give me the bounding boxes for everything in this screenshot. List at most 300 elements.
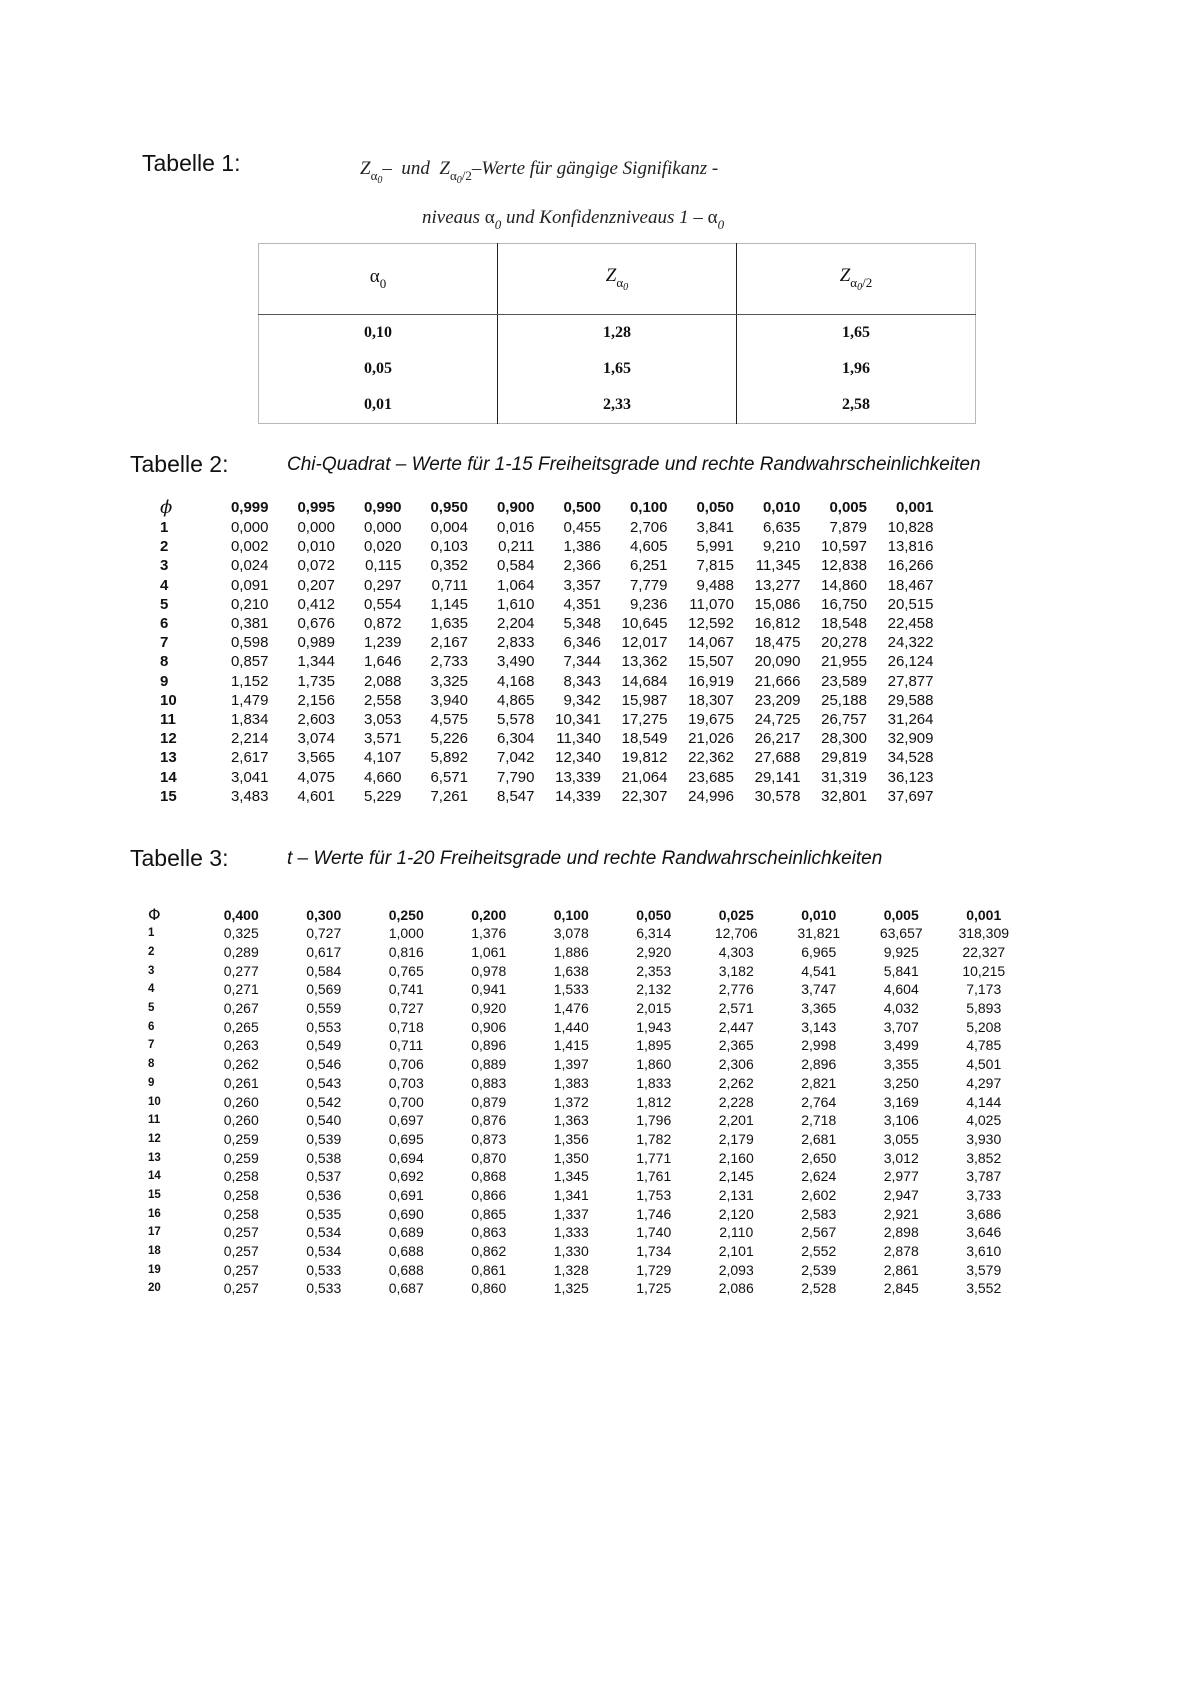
table-cell: 1,325 xyxy=(553,1280,589,1297)
table-cell: 6,251 xyxy=(629,557,668,575)
table-cell: 3,078 xyxy=(553,925,589,942)
table-cell: 1,533 xyxy=(553,981,589,998)
table-cell: 2,528 xyxy=(801,1280,837,1297)
table-cell: 1,152 xyxy=(230,672,269,690)
table-cell: 1,735 xyxy=(297,672,335,690)
table3-label: Tabelle 3: xyxy=(130,845,229,871)
table-cell: 10,645 xyxy=(621,615,668,633)
degrees-of-freedom: 8 xyxy=(148,1058,155,1071)
column-header: 0,900 xyxy=(496,499,535,516)
table-cell: 1,344 xyxy=(297,653,335,671)
table-cell: 12,340 xyxy=(555,749,601,767)
table-cell: 2,353 xyxy=(636,962,672,979)
table-cell: 7,790 xyxy=(496,768,535,786)
table-cell: 0,016 xyxy=(496,519,535,537)
table1-z-values xyxy=(258,243,976,424)
table-cell: 1,833 xyxy=(636,1074,672,1091)
table-row xyxy=(160,767,934,786)
table-cell: 0,533 xyxy=(306,1261,342,1278)
table-cell: 7,879 xyxy=(829,519,867,537)
column-header: 0,005 xyxy=(829,499,867,516)
table-row xyxy=(148,1223,1025,1242)
table-cell: 2,998 xyxy=(801,1037,837,1054)
table-cell: 18,467 xyxy=(887,576,934,594)
column-header: 0,200 xyxy=(471,906,507,923)
table-cell: 0,258 xyxy=(223,1205,259,1222)
table-row xyxy=(148,1111,1025,1130)
column-header: 0,025 xyxy=(718,906,754,923)
table-cell: 9,236 xyxy=(629,595,668,613)
table-cell: 1,383 xyxy=(553,1074,589,1091)
table-cell: 7,173 xyxy=(966,981,1002,998)
table-row xyxy=(160,748,934,767)
degrees-of-freedom: 3 xyxy=(160,557,169,575)
table-cell: 3,355 xyxy=(883,1056,919,1073)
table-cell: 0,261 xyxy=(223,1074,259,1091)
table-cell: 0,289 xyxy=(223,944,259,961)
table-cell: 0,352 xyxy=(430,557,468,575)
table-cell: 13,362 xyxy=(621,653,668,671)
table-cell: 0,868 xyxy=(471,1168,507,1185)
table-cell: 30,578 xyxy=(754,787,801,805)
table-row xyxy=(259,351,976,387)
table-cell: 3,357 xyxy=(563,576,601,594)
table-cell: 1,812 xyxy=(636,1093,672,1110)
table-cell: 0,536 xyxy=(306,1186,342,1203)
table-cell: 5,208 xyxy=(966,1018,1002,1035)
degrees-of-freedom: 1 xyxy=(160,519,169,537)
table-cell: 1,328 xyxy=(553,1261,589,1278)
table-cell: 0,870 xyxy=(471,1149,507,1166)
table-row xyxy=(148,1092,1025,1111)
table-cell: 12,017 xyxy=(621,634,668,652)
table3-body xyxy=(148,924,1025,1298)
table-cell: 3,610 xyxy=(966,1243,1002,1260)
table-cell: 6,571 xyxy=(430,768,468,786)
table-cell: 3,055 xyxy=(883,1130,919,1147)
table-cell: 4,865 xyxy=(496,691,535,709)
table-cell: 0,207 xyxy=(297,576,335,594)
table-cell: 26,757 xyxy=(821,710,867,728)
table-cell: 0,695 xyxy=(388,1130,424,1147)
column-header: 0,950 xyxy=(430,499,468,516)
row-header-symbol: Φ xyxy=(148,905,161,924)
table-cell: 0,691 xyxy=(388,1186,424,1203)
table-cell: 0,860 xyxy=(471,1280,507,1297)
table-cell: 2,552 xyxy=(801,1243,837,1260)
table-cell: 23,589 xyxy=(821,672,867,690)
table-cell: 0,258 xyxy=(223,1168,259,1185)
degrees-of-freedom: 16 xyxy=(148,1207,161,1220)
table-cell: 17,275 xyxy=(621,710,668,728)
table-row xyxy=(148,1055,1025,1074)
table-cell: 1,610 xyxy=(496,595,535,613)
table-row xyxy=(148,1186,1025,1205)
table-cell: 22,327 xyxy=(962,944,1006,961)
degrees-of-freedom: 2 xyxy=(148,946,155,959)
table-cell: 0,01 xyxy=(363,396,392,413)
table-cell: 0,534 xyxy=(306,1243,342,1260)
table-cell: 2,896 xyxy=(801,1056,837,1073)
table-cell: 0,262 xyxy=(223,1056,259,1073)
table-cell: 2,110 xyxy=(719,1224,754,1241)
table-cell: 3,169 xyxy=(883,1093,919,1110)
table-cell: 14,339 xyxy=(555,787,601,805)
table-cell: 1,337 xyxy=(553,1205,589,1222)
table-cell: 2,33 xyxy=(497,387,736,424)
table-cell: 0,211 xyxy=(498,538,535,556)
table-cell: 2,015 xyxy=(636,1000,672,1017)
table-cell: 13,277 xyxy=(754,576,801,594)
table-cell: 0,072 xyxy=(297,557,335,575)
table-cell: 2,201 xyxy=(718,1112,754,1129)
table-cell: 4,660 xyxy=(363,768,402,786)
table-cell: 9,210 xyxy=(762,538,801,556)
table-cell: 2,120 xyxy=(718,1205,754,1222)
degrees-of-freedom: 20 xyxy=(148,1282,161,1295)
degrees-of-freedom: 10 xyxy=(160,691,177,709)
table-cell: 0,617 xyxy=(306,944,342,961)
table-cell: 0,883 xyxy=(471,1074,507,1091)
table-row xyxy=(148,1074,1025,1093)
table-cell: 3,686 xyxy=(966,1205,1002,1222)
degrees-of-freedom: 18 xyxy=(148,1245,161,1258)
table-cell: 1,476 xyxy=(553,1000,589,1017)
table-cell: 2,167 xyxy=(430,634,468,652)
table-cell: 3,250 xyxy=(883,1074,919,1091)
table2-chi-square xyxy=(160,497,934,806)
table-row xyxy=(160,595,934,614)
table-cell: 2,920 xyxy=(636,944,672,961)
table-cell: 1,333 xyxy=(553,1224,589,1241)
table3-header-row xyxy=(148,905,1025,924)
table-cell: 3,565 xyxy=(297,749,335,767)
table-cell: 4,604 xyxy=(883,981,919,998)
table-cell: 63,657 xyxy=(879,925,923,942)
table-cell: 0,978 xyxy=(471,962,507,979)
table-cell: 0,267 xyxy=(223,1000,259,1017)
degrees-of-freedom: 9 xyxy=(148,1076,155,1089)
table-cell: 5,229 xyxy=(363,787,402,805)
table-cell: 26,124 xyxy=(887,653,934,671)
table-cell: 1,479 xyxy=(230,691,269,709)
table-cell: 26,217 xyxy=(754,730,801,748)
table-cell: 0,711 xyxy=(431,576,468,594)
table-cell: 0,260 xyxy=(223,1112,259,1129)
table-cell: 2,366 xyxy=(563,557,601,575)
table-cell: 0,727 xyxy=(388,1000,424,1017)
table-cell: 13,816 xyxy=(887,538,934,556)
table-cell: 0,866 xyxy=(471,1186,507,1203)
table-cell: 9,488 xyxy=(696,576,734,594)
table-cell: 3,940 xyxy=(430,691,468,709)
degrees-of-freedom: 15 xyxy=(160,787,177,805)
table-cell: 6,304 xyxy=(496,730,535,748)
table-cell: 3,483 xyxy=(230,787,269,805)
table-cell: 15,987 xyxy=(621,691,668,709)
table-cell: 20,278 xyxy=(821,634,867,652)
table-cell: 1,943 xyxy=(636,1018,672,1035)
table-cell: 2,681 xyxy=(801,1130,837,1147)
table-row xyxy=(160,614,934,633)
table-row xyxy=(160,787,934,806)
table-cell: 0,263 xyxy=(223,1037,259,1054)
degrees-of-freedom: 7 xyxy=(148,1039,155,1052)
table-cell: 11,345 xyxy=(755,557,801,575)
column-header: 0,999 xyxy=(230,499,269,516)
table-cell: 1,834 xyxy=(230,710,269,728)
table-cell: 1,386 xyxy=(563,538,601,556)
table-cell: 0,257 xyxy=(223,1243,259,1260)
table-cell: 2,583 xyxy=(801,1205,837,1222)
table-row xyxy=(148,1148,1025,1167)
table-cell: 8,343 xyxy=(563,672,601,690)
table-cell: 5,578 xyxy=(496,710,535,728)
table-cell: 4,351 xyxy=(563,595,601,613)
degrees-of-freedom: 1 xyxy=(148,927,155,940)
table-cell: 0,896 xyxy=(471,1037,507,1054)
table-row xyxy=(160,633,934,652)
table-cell: 12,706 xyxy=(714,925,758,942)
table-cell: 0,210 xyxy=(230,595,269,613)
table-cell: 31,319 xyxy=(821,768,867,786)
table-row xyxy=(160,537,934,556)
table-cell: 10,215 xyxy=(962,962,1006,979)
table-row xyxy=(148,1130,1025,1149)
table-cell: 5,841 xyxy=(883,962,919,979)
table-row xyxy=(160,729,934,748)
table-cell: 0,711 xyxy=(389,1037,424,1054)
table-cell: 11,070 xyxy=(689,595,734,613)
table-cell: 2,156 xyxy=(297,691,335,709)
table-cell: 1,330 xyxy=(553,1243,589,1260)
table-cell: 2,567 xyxy=(801,1224,837,1241)
degrees-of-freedom: 5 xyxy=(148,1002,155,1015)
header-z-alpha0: $Z_{\alpha_0}$ xyxy=(497,244,736,315)
table-cell: 1,376 xyxy=(471,925,507,942)
table-row xyxy=(259,315,976,352)
table-row xyxy=(160,556,934,575)
table-cell: 4,501 xyxy=(966,1056,1002,1073)
table-cell: 0,549 xyxy=(306,1037,342,1054)
table-cell: 3,365 xyxy=(801,1000,837,1017)
table-cell: 1,782 xyxy=(636,1130,672,1147)
table-cell: 3,930 xyxy=(966,1130,1002,1147)
table-cell: 0,816 xyxy=(388,944,424,961)
table-cell: 0,876 xyxy=(471,1112,507,1129)
table-cell: 4,107 xyxy=(363,749,402,767)
degrees-of-freedom: 15 xyxy=(148,1188,161,1201)
table-cell: 0,718 xyxy=(388,1018,424,1035)
table-cell: 29,819 xyxy=(821,749,867,767)
table-cell: 2,650 xyxy=(801,1149,837,1166)
table-cell: 2,921 xyxy=(883,1205,919,1222)
table-cell: 2,365 xyxy=(718,1037,754,1054)
table-cell: 3,787 xyxy=(966,1168,1002,1185)
table-row xyxy=(148,961,1025,980)
table-cell: 1,638 xyxy=(553,962,589,979)
table-cell: 0,559 xyxy=(306,1000,342,1017)
table-cell: 3,646 xyxy=(966,1224,1002,1241)
table-cell: 2,603 xyxy=(297,710,335,728)
column-header: 0,300 xyxy=(306,906,342,923)
table-cell: 6,635 xyxy=(762,519,801,537)
table-cell: 0,862 xyxy=(471,1243,507,1260)
table-cell: 3,571 xyxy=(363,730,402,748)
table-cell: 2,558 xyxy=(363,691,402,709)
table-cell: 25,188 xyxy=(821,691,867,709)
table-row xyxy=(148,1036,1025,1055)
table-cell: 0,873 xyxy=(471,1130,507,1147)
table-cell: 4,168 xyxy=(496,672,535,690)
table-cell: 0,857 xyxy=(230,653,269,671)
table-cell: 1,740 xyxy=(636,1224,672,1241)
column-header: 0,005 xyxy=(883,906,919,923)
degrees-of-freedom: 7 xyxy=(160,634,169,652)
table-cell: 1,415 xyxy=(553,1037,589,1054)
degrees-of-freedom: 4 xyxy=(148,983,155,996)
table-cell: 0,569 xyxy=(306,981,342,998)
degrees-of-freedom: 9 xyxy=(160,672,169,690)
table-cell: 16,266 xyxy=(887,557,934,575)
table-cell: 3,852 xyxy=(966,1149,1002,1166)
table-cell: 0,765 xyxy=(388,962,424,979)
table-cell: 1,65 xyxy=(497,351,736,387)
table-cell: 7,779 xyxy=(629,576,668,594)
table-cell: 4,575 xyxy=(430,710,468,728)
table-cell: 0,537 xyxy=(306,1168,342,1185)
table-cell: 4,601 xyxy=(297,787,335,805)
table2-body xyxy=(160,518,934,806)
table-cell: 5,991 xyxy=(696,538,734,556)
table-cell: 0,004 xyxy=(430,519,468,537)
table-cell: 2,718 xyxy=(801,1112,837,1129)
table-cell: 15,507 xyxy=(688,653,734,671)
table-cell: 23,209 xyxy=(754,691,801,709)
table-cell: 0,941 xyxy=(471,981,507,998)
table-cell: 1,345 xyxy=(553,1168,589,1185)
table-cell: 18,307 xyxy=(688,691,734,709)
table-cell: 0,879 xyxy=(471,1093,507,1110)
table-cell: 1,239 xyxy=(363,634,402,652)
table-cell: 4,075 xyxy=(297,768,335,786)
table-cell: 1,145 xyxy=(430,595,468,613)
table-cell: 0,535 xyxy=(306,1205,342,1222)
table-row xyxy=(148,1279,1025,1298)
table-cell: 0,271 xyxy=(223,981,259,998)
column-header: 0,050 xyxy=(696,499,734,516)
table1-body xyxy=(259,315,976,424)
table-cell: 0,533 xyxy=(306,1280,342,1297)
table-cell: 2,179 xyxy=(718,1130,754,1147)
table-cell: 31,821 xyxy=(797,925,841,942)
header-alpha0: $\alpha_0$ xyxy=(259,244,498,315)
table-cell: 0,865 xyxy=(471,1205,507,1222)
table-cell: 2,447 xyxy=(718,1018,754,1035)
table-cell: 0,889 xyxy=(471,1056,507,1073)
table-cell: 1,061 xyxy=(471,944,507,961)
table-cell: 24,725 xyxy=(754,710,801,728)
table-cell: 6,965 xyxy=(801,944,837,961)
table-cell: 23,685 xyxy=(688,768,734,786)
table-cell: 0,258 xyxy=(223,1186,259,1203)
table-cell: 0,412 xyxy=(297,595,335,613)
table-cell: 14,067 xyxy=(688,634,734,652)
table-cell: 0,676 xyxy=(297,615,335,633)
table-cell: 0,546 xyxy=(306,1056,342,1073)
table-cell: 21,064 xyxy=(621,768,668,786)
table-cell: 3,143 xyxy=(801,1018,837,1035)
table-cell: 24,322 xyxy=(887,634,934,652)
table-cell: 0,542 xyxy=(306,1093,342,1110)
table-cell: 21,026 xyxy=(688,730,734,748)
table1-label: Tabelle 1: xyxy=(142,150,241,176)
table-cell: 16,919 xyxy=(688,672,734,690)
table-cell: 0,115 xyxy=(365,557,402,575)
column-header: 0,010 xyxy=(801,906,837,923)
table-cell: 1,397 xyxy=(553,1056,589,1073)
table-cell: 1,65 xyxy=(736,315,975,352)
table-cell: 0,297 xyxy=(363,576,402,594)
table-cell: 0,002 xyxy=(230,538,269,556)
table-cell: 1,734 xyxy=(636,1243,672,1260)
table-cell: 0,861 xyxy=(471,1261,507,1278)
table-cell: 2,204 xyxy=(496,615,535,633)
degrees-of-freedom: 12 xyxy=(148,1132,161,1145)
table-cell: 4,032 xyxy=(883,1000,919,1017)
table-cell: 0,381 xyxy=(230,615,269,633)
table-cell: 28,300 xyxy=(821,730,867,748)
table-cell: 0,727 xyxy=(306,925,342,942)
table1-caption: $Z_{\alpha_0}-$ und $Z_{\alpha_0/2}$–Werte für gängige Signifikanz - niveaus $\alpha_0$ und Konfidenzniveaus $1 - \alpha_0$ xyxy=(360,158,725,232)
table-cell: 1,746 xyxy=(636,1205,672,1222)
degrees-of-freedom: 6 xyxy=(160,615,169,633)
degrees-of-freedom: 17 xyxy=(148,1226,161,1239)
table-cell: 3,106 xyxy=(883,1112,919,1129)
table-row xyxy=(160,518,934,537)
table2-label: Tabelle 2: xyxy=(130,451,229,477)
table-cell: 0,700 xyxy=(388,1093,424,1110)
table-cell: 2,821 xyxy=(801,1074,837,1091)
degrees-of-freedom: 5 xyxy=(160,595,169,613)
table-cell: 3,733 xyxy=(966,1186,1002,1203)
table-cell: 2,131 xyxy=(718,1186,754,1203)
table-cell: 11,340 xyxy=(556,730,601,748)
table-row xyxy=(148,1167,1025,1186)
column-header: 0,050 xyxy=(636,906,672,923)
table-cell: 1,372 xyxy=(553,1093,589,1110)
table-cell: 18,549 xyxy=(621,730,668,748)
table-cell: 2,602 xyxy=(801,1186,837,1203)
table-cell: 1,341 xyxy=(553,1186,589,1203)
table-cell: 2,706 xyxy=(629,519,668,537)
column-header: 0,001 xyxy=(895,499,934,516)
table-cell: 3,041 xyxy=(230,768,269,786)
table-cell: 2,132 xyxy=(636,981,672,998)
table-cell: 13,339 xyxy=(555,768,601,786)
table-cell: 32,801 xyxy=(821,787,867,805)
table-cell: 0,260 xyxy=(223,1093,259,1110)
table-cell: 0,906 xyxy=(471,1018,507,1035)
table-cell: 27,688 xyxy=(754,749,801,767)
table-cell: 32,909 xyxy=(887,730,934,748)
table-cell: 0,000 xyxy=(297,519,335,537)
table-cell: 5,226 xyxy=(430,730,468,748)
table-cell: 1,646 xyxy=(363,653,402,671)
table-cell: 0,863 xyxy=(471,1224,507,1241)
table-cell: 2,617 xyxy=(230,749,269,767)
table-cell: 4,785 xyxy=(966,1037,1002,1054)
